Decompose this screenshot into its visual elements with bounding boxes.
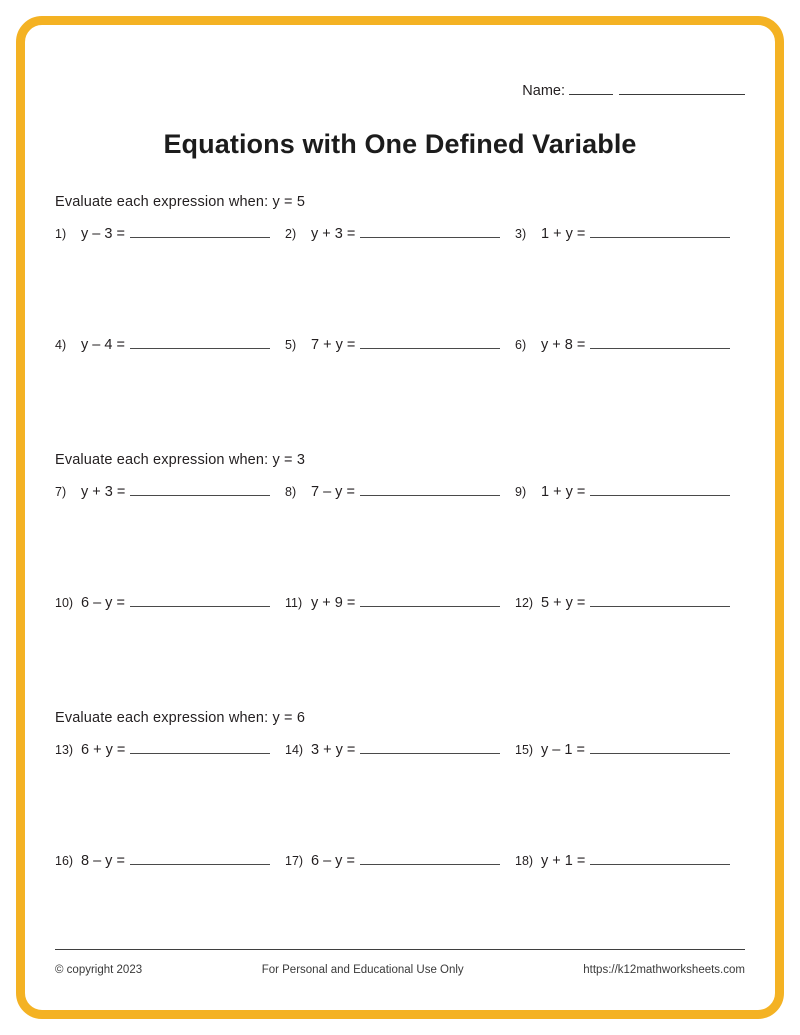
problem-item xyxy=(285,224,515,242)
answer-blank[interactable] xyxy=(360,335,500,349)
problem-number: 9) xyxy=(515,485,527,499)
problem-number: 12) xyxy=(515,596,534,610)
problem-expression: 5 + y = xyxy=(541,595,586,611)
problem-number: 2) xyxy=(285,227,297,241)
problem-item xyxy=(515,335,745,353)
problem-expression: y – 1 = xyxy=(541,742,585,758)
problem-expression: 7 – y = xyxy=(311,484,355,500)
footer-copyright: © copyright 2023 xyxy=(55,964,143,976)
problem-number: 6) xyxy=(515,338,527,352)
problem-expression: 7 + y = xyxy=(311,337,356,353)
name-blank-short[interactable] xyxy=(569,93,613,95)
problem-number: 16) xyxy=(55,854,74,868)
problem-expression: y + 9 = xyxy=(311,595,356,611)
problem-item xyxy=(55,224,285,242)
answer-blank[interactable] xyxy=(360,851,500,865)
problem-item xyxy=(285,593,515,611)
problem-expression: y – 3 = xyxy=(81,226,125,242)
answer-blank[interactable] xyxy=(360,593,500,607)
section-1-instruction: Evaluate each expression when: y = 5 xyxy=(55,194,306,210)
problem-item xyxy=(55,740,285,758)
problem-expression: 6 – y = xyxy=(81,595,125,611)
answer-blank[interactable] xyxy=(590,482,730,496)
problem-expression: 1 + y = xyxy=(541,484,586,500)
section-2 xyxy=(55,452,745,611)
problem-item xyxy=(515,224,745,242)
problem-expression: 6 + y = xyxy=(81,742,126,758)
answer-blank[interactable] xyxy=(360,224,500,238)
problem-expression: 3 + y = xyxy=(311,742,356,758)
problem-number: 14) xyxy=(285,743,304,757)
problem-expression: y + 8 = xyxy=(541,337,586,353)
problem-expression: y – 4 = xyxy=(81,337,125,353)
problem-expression: 1 + y = xyxy=(541,226,586,242)
answer-blank[interactable] xyxy=(130,593,270,607)
answer-blank[interactable] xyxy=(130,851,270,865)
problem-item xyxy=(55,482,285,500)
section-3-instruction: Evaluate each expression when: y = 6 xyxy=(55,710,306,726)
problem-expression: y + 1 = xyxy=(541,853,586,869)
problem-number: 5) xyxy=(285,338,297,352)
answer-blank[interactable] xyxy=(130,224,270,238)
name-field-row xyxy=(522,83,745,99)
problem-item xyxy=(285,482,515,500)
problem-item xyxy=(515,851,745,869)
section-1 xyxy=(55,194,745,353)
name-blank-long[interactable] xyxy=(619,93,745,95)
problem-item xyxy=(285,335,515,353)
problem-item xyxy=(285,851,515,869)
section-3 xyxy=(55,710,745,869)
problem-item xyxy=(515,482,745,500)
problem-number: 4) xyxy=(55,338,67,352)
problem-number: 8) xyxy=(285,485,297,499)
footer-divider xyxy=(55,949,745,950)
section-1-problem-grid xyxy=(55,224,745,353)
answer-blank[interactable] xyxy=(130,740,270,754)
answer-blank[interactable] xyxy=(590,335,730,349)
problem-number: 13) xyxy=(55,743,74,757)
problem-number: 11) xyxy=(285,596,303,610)
section-2-instruction: Evaluate each expression when: y = 3 xyxy=(55,452,306,468)
answer-blank[interactable] xyxy=(590,851,730,865)
problem-number: 7) xyxy=(55,485,67,499)
problem-number: 17) xyxy=(285,854,304,868)
page-title: Equations with One Defined Variable xyxy=(163,129,637,159)
answer-blank[interactable] xyxy=(590,224,730,238)
answer-blank[interactable] xyxy=(130,482,270,496)
problem-number: 1) xyxy=(55,227,67,241)
footer xyxy=(55,964,745,976)
footer-usage-note: For Personal and Educational Use Only xyxy=(261,964,464,976)
answer-blank[interactable] xyxy=(590,740,730,754)
problem-item xyxy=(55,593,285,611)
problem-number: 18) xyxy=(515,854,534,868)
worksheet-content xyxy=(55,49,745,990)
problem-number: 3) xyxy=(515,227,527,241)
problem-item xyxy=(285,740,515,758)
problem-expression: 8 – y = xyxy=(81,853,125,869)
problem-expression: y + 3 = xyxy=(311,226,356,242)
problem-item xyxy=(55,335,285,353)
problem-item xyxy=(515,740,745,758)
answer-blank[interactable] xyxy=(360,482,500,496)
problem-expression: 6 – y = xyxy=(311,853,355,869)
problem-number: 10) xyxy=(55,596,74,610)
section-3-problem-grid xyxy=(55,740,745,869)
problem-number: 15) xyxy=(515,743,534,757)
answer-blank[interactable] xyxy=(360,740,500,754)
footer-website-url: https://k12mathworksheets.com xyxy=(583,964,745,976)
answer-blank[interactable] xyxy=(130,335,270,349)
problem-item xyxy=(55,851,285,869)
section-2-problem-grid xyxy=(55,482,745,611)
problem-item xyxy=(515,593,745,611)
problem-expression: y + 3 = xyxy=(81,484,126,500)
answer-blank[interactable] xyxy=(590,593,730,607)
name-label: Name: xyxy=(522,83,565,99)
page-border-frame xyxy=(16,16,784,1019)
